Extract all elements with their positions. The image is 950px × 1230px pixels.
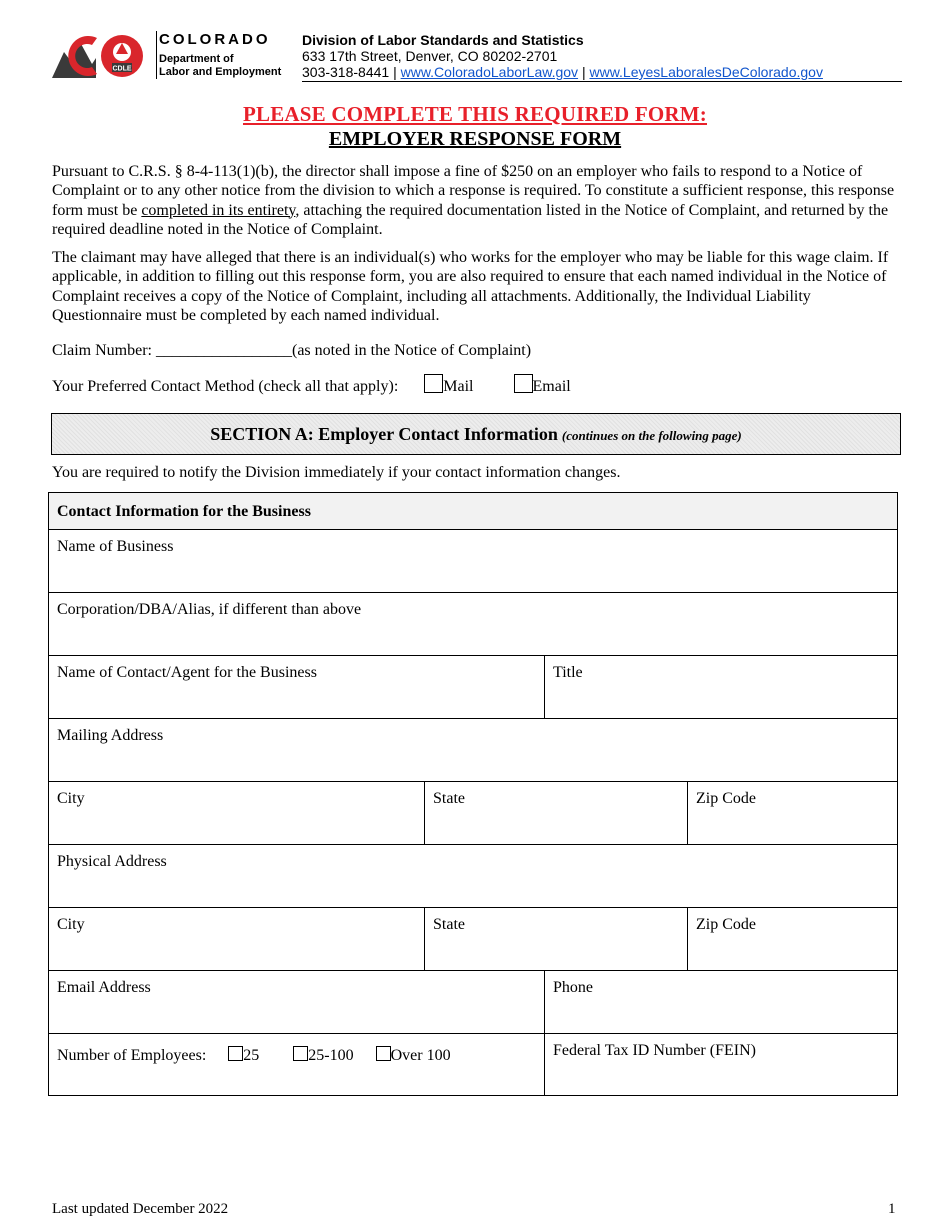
logo-text: CDLE — [112, 65, 132, 73]
separator: | — [389, 64, 401, 80]
individual-liability-paragraph: The claimant may have alleged that there is an individual(s) who works for the employer who may be liable for this wage claim. If applicable, in addition to filling out this response form, you are also required to ensure that each named individual in the Notice of Complaint receives a copy of the Notice of Complaint, including all attachments. Additionally, the Individual Liability Questionnaire must be completed by each named individual. — [52, 249, 889, 324]
physical-zip-label: Zip Code — [696, 916, 756, 933]
corporation-dba-field[interactable] — [49, 593, 897, 655]
phone-label: Phone — [553, 979, 593, 996]
last-updated: Last updated December 2022 — [52, 1201, 229, 1217]
claim-number-field[interactable]: Claim Number: _________________(as noted in the Notice of Complaint) — [52, 342, 532, 359]
contact-method-row — [52, 374, 571, 396]
form-title: EMPLOYER RESPONSE FORM — [328, 128, 622, 150]
division-phone: 303-318-8441 — [302, 64, 390, 80]
fine-paragraph-text-end: , attaching the required documentation listed in the Notice of Complaint, and returned by the required deadline noted in the Notice of Complaint. — [52, 201, 889, 238]
section-a-title: SECTION A: Employer Contact Information — [210, 424, 558, 444]
page-number: 1 — [888, 1201, 896, 1217]
section-a-banner — [51, 413, 901, 455]
email-address-label: Email Address — [57, 979, 151, 996]
header-rule — [302, 81, 902, 82]
physical-city-field[interactable] — [49, 908, 424, 970]
mail-label: Mail — [443, 378, 474, 395]
colorado-labor-law-link[interactable]: www.ColoradoLaborLaw.gov — [400, 64, 579, 80]
mailing-zip-label: Zip Code — [696, 790, 756, 807]
mailing-city-field[interactable] — [49, 782, 424, 844]
fine-paragraph-text: Pursuant to C.R.S. § 8-4-113(1)(b), the director shall impose a fine of $250 on an employer who fails to respond to a Notice of Complaint or to any other notice from the division to which a response is required. To constitute a sufficient response, this response form must be — [52, 163, 895, 219]
contact-method-label: Your Preferred Contact Method (check all that apply): — [52, 378, 399, 395]
email-checkbox[interactable] — [514, 374, 533, 393]
fein-label: Federal Tax ID Number (FEIN) — [553, 1042, 756, 1059]
business-contact-table — [48, 492, 898, 1096]
required-form-title: PLEASE COMPLETE THIS REQUIRED FORM: — [242, 102, 707, 126]
employees-over-100-checkbox[interactable] — [376, 1046, 391, 1061]
phone-field[interactable] — [545, 971, 897, 1033]
employees-25-label: 25 — [243, 1047, 260, 1064]
mailing-city-label: City — [57, 790, 85, 807]
physical-address-field[interactable] — [49, 845, 897, 907]
fein-field[interactable] — [545, 1034, 897, 1096]
employee-count-label: Number of Employees: — [57, 1047, 207, 1064]
business-name-label: Name of Business — [57, 538, 174, 555]
corporation-dba-label: Corporation/DBA/Alias, if different than above — [57, 601, 362, 618]
title-field[interactable] — [545, 656, 897, 718]
title-label: Title — [553, 664, 583, 681]
brand-subtitle-1: Department of — [159, 53, 234, 65]
division-contact-line — [302, 64, 823, 80]
employee-count-row — [49, 1034, 544, 1096]
physical-zip-field[interactable] — [688, 908, 897, 970]
fine-paragraph — [52, 162, 902, 239]
physical-city-label: City — [57, 916, 85, 933]
business-name-field[interactable] — [49, 530, 897, 592]
separator: | — [578, 64, 590, 80]
table-header: Contact Information for the Business — [49, 493, 897, 529]
email-label: Email — [532, 378, 571, 395]
employees-25-100-label: 25-100 — [308, 1047, 354, 1064]
emphasis-text: completed in its entirety — [141, 201, 296, 219]
leyes-laborales-link[interactable]: www.LeyesLaboralesDeColorado.gov — [589, 64, 823, 80]
division-address: 633 17th Street, Denver, CO 80202-2701 — [302, 48, 558, 64]
division-name: Division of Labor Standards and Statistics — [302, 32, 584, 48]
contact-agent-label: Name of Contact/Agent for the Business — [57, 664, 317, 681]
mailing-state-label: State — [433, 790, 465, 807]
brand-name: COLORADO — [159, 31, 271, 48]
section-a-note: (continues on the following page) — [561, 428, 742, 443]
employees-over-100-label: Over 100 — [390, 1047, 451, 1064]
physical-state-field[interactable] — [425, 908, 687, 970]
mail-checkbox[interactable] — [424, 374, 443, 393]
department-brand — [156, 31, 281, 79]
physical-state-label: State — [433, 916, 465, 933]
division-info — [302, 32, 823, 80]
brand-subtitle-2: Labor and Employment — [159, 66, 282, 78]
physical-address-label: Physical Address — [57, 853, 167, 870]
email-address-field[interactable] — [49, 971, 544, 1033]
mailing-address-field[interactable] — [49, 719, 897, 781]
mailing-state-field[interactable] — [425, 782, 687, 844]
cdle-logo — [50, 30, 148, 82]
notify-division-notice: You are required to notify the Division immediately if your contact information changes. — [52, 464, 621, 481]
contact-agent-field[interactable] — [49, 656, 544, 718]
mailing-address-label: Mailing Address — [57, 727, 164, 744]
employees-25-checkbox[interactable] — [228, 1046, 243, 1061]
employees-25-100-checkbox[interactable] — [293, 1046, 308, 1061]
mailing-zip-field[interactable] — [688, 782, 897, 844]
